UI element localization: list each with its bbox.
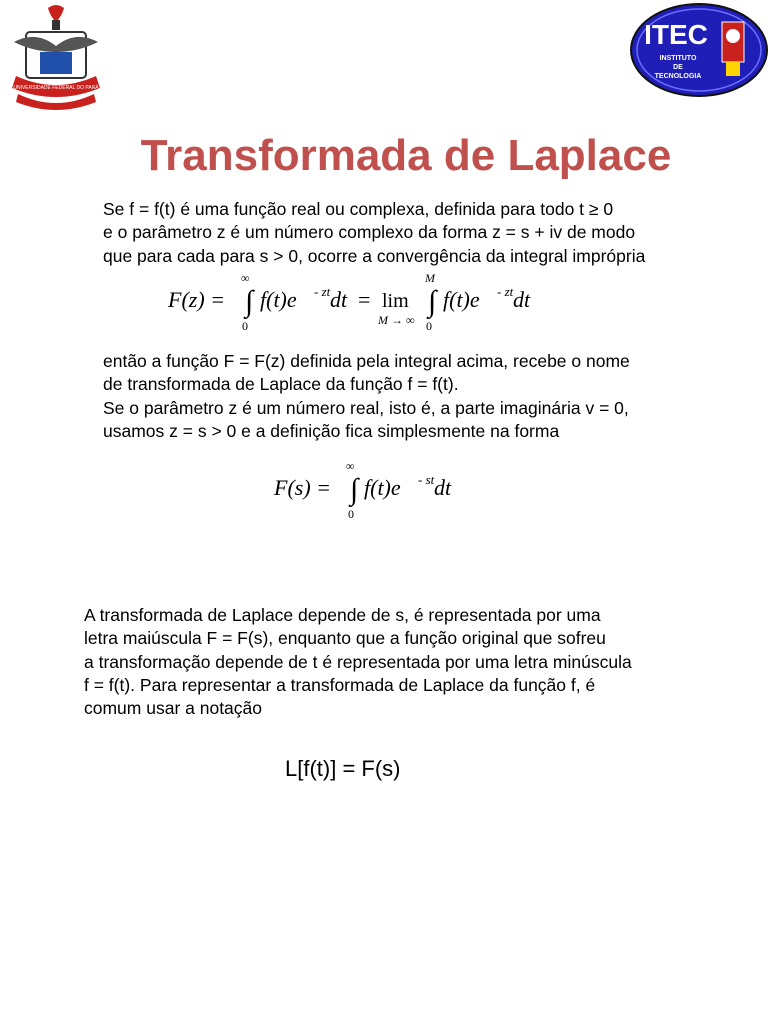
laplace-notation: L[f(t)] = F(s) (285, 756, 401, 781)
svg-text:lim: lim (382, 290, 409, 312)
svg-text:- st: - st (418, 472, 435, 487)
paragraph-notation: A transformada de Laplace depende de s, é representada por uma letra maiúscula F = F(s), enquanto que a função original que sofreu a transformação depende de t é representada por uma letra minúscula f = f(t). Para representar a transformada de Laplace da função f, é comum usar a notação (84, 605, 632, 719)
svg-text:dt: dt (434, 475, 452, 500)
svg-text:- zt: - zt (497, 284, 514, 299)
svg-text:- zt: - zt (314, 284, 331, 299)
ufpa-logo (6, 2, 106, 112)
svg-text:DE: DE (673, 64, 683, 71)
svg-text:0: 0 (426, 319, 432, 333)
svg-text:dt: dt (513, 287, 531, 312)
svg-text:F(s) =: F(s) = (274, 475, 331, 500)
svg-text:dt: dt (330, 287, 348, 312)
svg-text:∫: ∫ (350, 473, 359, 506)
svg-text:f(t)e: f(t)e (364, 475, 401, 500)
svg-text:0: 0 (242, 319, 248, 333)
svg-text:M: M (425, 272, 435, 285)
svg-text:F(z) =: F(z) = (168, 287, 225, 312)
svg-text:0: 0 (348, 507, 354, 521)
paragraph-definition: Se f = f(t) é uma função real ou complexa, definida para todo t ≥ 0 e o parâmetro z é um número complexo da forma z = s + iv de modo que para cada para s > 0, ocorre a convergência da integral imprópria (103, 199, 646, 266)
svg-text:∞: ∞ (241, 272, 250, 285)
svg-text:=: = (358, 287, 371, 312)
paragraph-transform-description: então a função F = F(z) definida pela integral acima, recebe o nome de transformada de Laplace da função f = f(t). Se o parâmetro z é um número real, isto é, a parte imaginária v = 0, usamos z = s > 0 e a definição fica simplesmente na forma (103, 351, 630, 441)
svg-text:f(t)e: f(t)e (443, 287, 480, 312)
page-title: Transformada de Laplace (140, 131, 672, 180)
svg-text:UNIVERSIDADE FEDERAL DO PARÁ: UNIVERSIDADE FEDERAL DO PARÁ (13, 85, 99, 91)
svg-text:∫: ∫ (428, 285, 437, 318)
svg-text:TECNOLOGIA: TECNOLOGIA (654, 73, 702, 80)
svg-text:∞: ∞ (346, 460, 355, 473)
svg-text:ITEC: ITEC (644, 19, 708, 50)
svg-text:∫: ∫ (245, 285, 254, 318)
svg-text:INSTITUTO: INSTITUTO (659, 55, 697, 62)
svg-text:f(t)e: f(t)e (260, 287, 297, 312)
laplace-formula-complex (168, 272, 548, 334)
itec-logo (630, 2, 768, 98)
svg-text:M → ∞: M → ∞ (378, 313, 415, 327)
laplace-formula-real (272, 460, 472, 522)
